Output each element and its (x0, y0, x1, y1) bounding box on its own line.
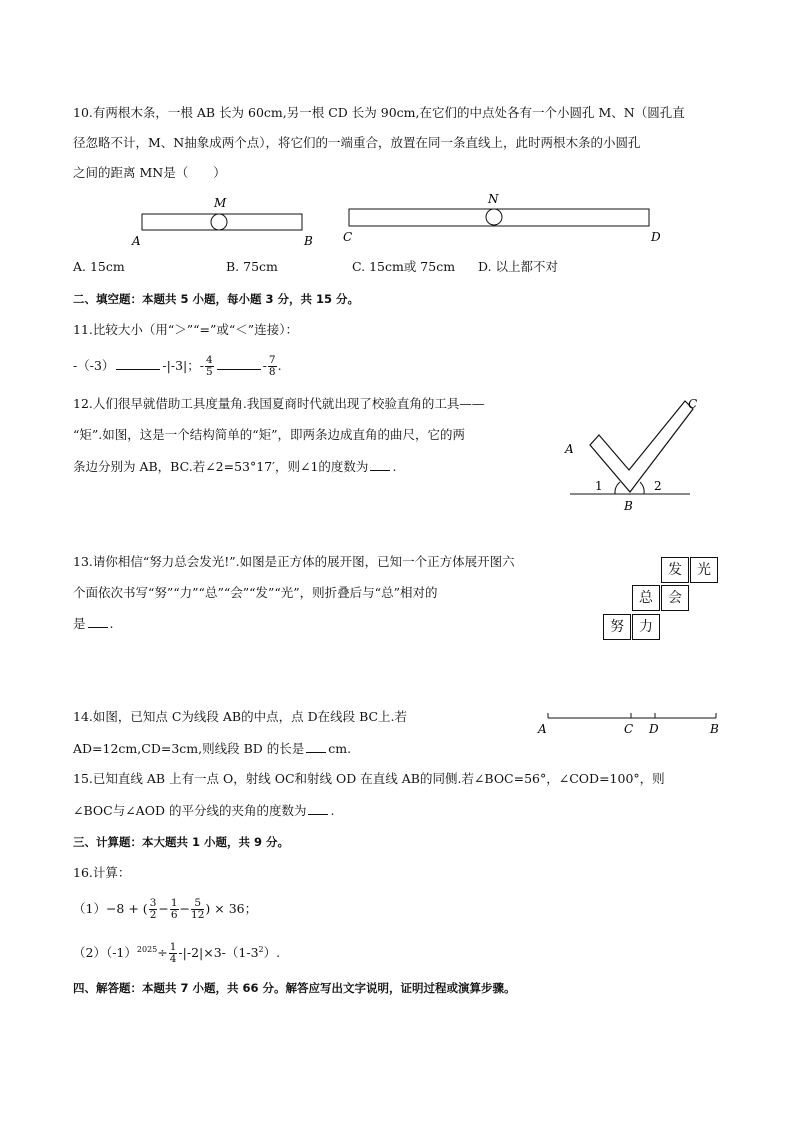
q12-line3: 条边分别为 AB，BC.若∠2=53°17′，则∠1的度数为 . (73, 459, 397, 474)
q11-line2 (73, 352, 282, 380)
q10-option-b: B. 75cm (226, 259, 278, 274)
q16-title: 16.计算： (73, 865, 131, 880)
q14-line2: AD=12cm,CD=3cm,则线段 BD 的长是 cm. (73, 741, 352, 756)
q10-option-d: D. 以上都不对 (478, 259, 559, 274)
q13-line3: 是 . (73, 616, 114, 631)
label-B-14: B (710, 722, 719, 736)
q11-fraction1: $\frac{4}{5}$ (205, 354, 213, 378)
q11-line1: 11.比较大小（用“＞”“=”或“＜”连接）： (73, 322, 298, 337)
q14-figure (535, 708, 725, 740)
q11-blank1[interactable] (116, 357, 160, 370)
q10-line3: 之间的距离 MN是（ ） (73, 165, 226, 180)
cube-face-li: 力 (632, 614, 660, 640)
q12-line1: 12.人们很早就借助工具度量角.我国夏商时代就出现了校验直角的工具—— (73, 396, 485, 411)
cube-face-fa: 发 (661, 557, 689, 583)
q10-line1: 10.有两根木条，一根 AB 长为 60cm,另一根 CD 长为 90cm,在它们的中点处各有一个小圆孔 M、N（圆孔直 (73, 105, 685, 120)
q15-line2: ∠BOC与∠AOD 的平分线的夹角的度数为 . (73, 803, 335, 818)
q10-line2: 径忽略不计，M、N抽象成两个点），将它们的一端重合，放置在同一条直线上，此时两根木条的小圆孔 (73, 135, 641, 150)
label-B-12: B (624, 499, 633, 513)
label-M: M (214, 196, 227, 210)
q12-line2: “矩”.如图，这是一个结构简单的“矩”，即两条边成直角的曲尺，它的两 (73, 427, 466, 442)
q10-option-c: C. 15cm或 75cm (352, 259, 456, 274)
cube-face-hui: 会 (661, 585, 689, 611)
label-angle-2: 2 (654, 479, 662, 493)
q14-line1: 14.如图，已知点 C为线段 AB的中点，点 D在线段 BC上.若 (73, 709, 408, 724)
q11-blank2[interactable] (217, 357, 261, 370)
q16-frac-3-2: $\frac{3}{2}$ (149, 897, 157, 921)
q13-line2: 个面依次书写“努”“力”“总”“会”“发”“光”，则折叠后与“总”相对的 (73, 585, 438, 600)
q16-expr2: $(2)(-1)^{2025}\div$ $\frac{1}{4}$ $-|-2|\times 3-(1-3^2)$. (73, 941, 281, 966)
label-N: N (488, 192, 499, 206)
label-A-12: A (565, 442, 574, 456)
q13-blank[interactable] (88, 615, 108, 628)
q11-fraction2: $\frac{7}{8}$ (268, 354, 276, 378)
label-B: B (304, 234, 313, 248)
q10-option-a: A. 15cm (73, 259, 125, 274)
label-angle-1: 1 (595, 479, 603, 493)
q16-frac-1-6: $\frac{1}{6}$ (170, 897, 178, 921)
q11-part3: - (262, 358, 267, 373)
section-3-heading: 三、计算题：本大题共 1 小题，共 9 分。 (73, 835, 290, 849)
label-A-14: A (538, 722, 547, 736)
cube-face-guang: 光 (690, 557, 718, 583)
q12-figure (560, 392, 720, 517)
q11-part2: -|-3|；- (162, 358, 204, 373)
q11-part1: -（-3） (73, 358, 115, 373)
label-A: A (132, 234, 141, 248)
label-D-14: D (649, 722, 659, 736)
q15-blank[interactable] (308, 802, 328, 815)
label-C: C (343, 230, 353, 244)
q16-frac-1-4: $\frac{1}{4}$ (169, 941, 177, 966)
q16-expr1: （1）−8 + ( $\frac{3}{2}$ − $\frac{1}{6}$ − $\frac{5}{12}$ ) × 36； (73, 897, 258, 921)
q12-blank[interactable] (370, 458, 390, 471)
label-C-12: C (688, 397, 698, 411)
q14-blank[interactable] (306, 740, 326, 753)
q15-line1: 15.已知直线 AB 上有一点 O，射线 OC和射线 OD 在直线 AB的同侧.若∠BOC=56°，∠COD=100°，则 (73, 771, 665, 786)
q10-figure (120, 188, 680, 248)
q13-line1: 13.请你相信“努力总会发光!”.如图是正方体的展开图，已知一个正方体展开图六 (73, 554, 515, 569)
section-2-heading: 二、填空题：本题共 5 小题，每小题 3 分，共 15 分。 (73, 292, 360, 306)
label-D: D (651, 230, 661, 244)
section-4-heading: 四、解答题：本题共 7 小题，共 66 分。解答应写出文字说明，证明过程或演算步骤。 (73, 981, 516, 995)
label-C-14: C (624, 722, 634, 736)
cube-face-zong: 总 (632, 585, 660, 611)
cube-face-nu: 努 (603, 614, 631, 640)
q16-frac-5-12: $\frac{5}{12}$ (191, 897, 205, 921)
q11-end: . (277, 358, 282, 373)
